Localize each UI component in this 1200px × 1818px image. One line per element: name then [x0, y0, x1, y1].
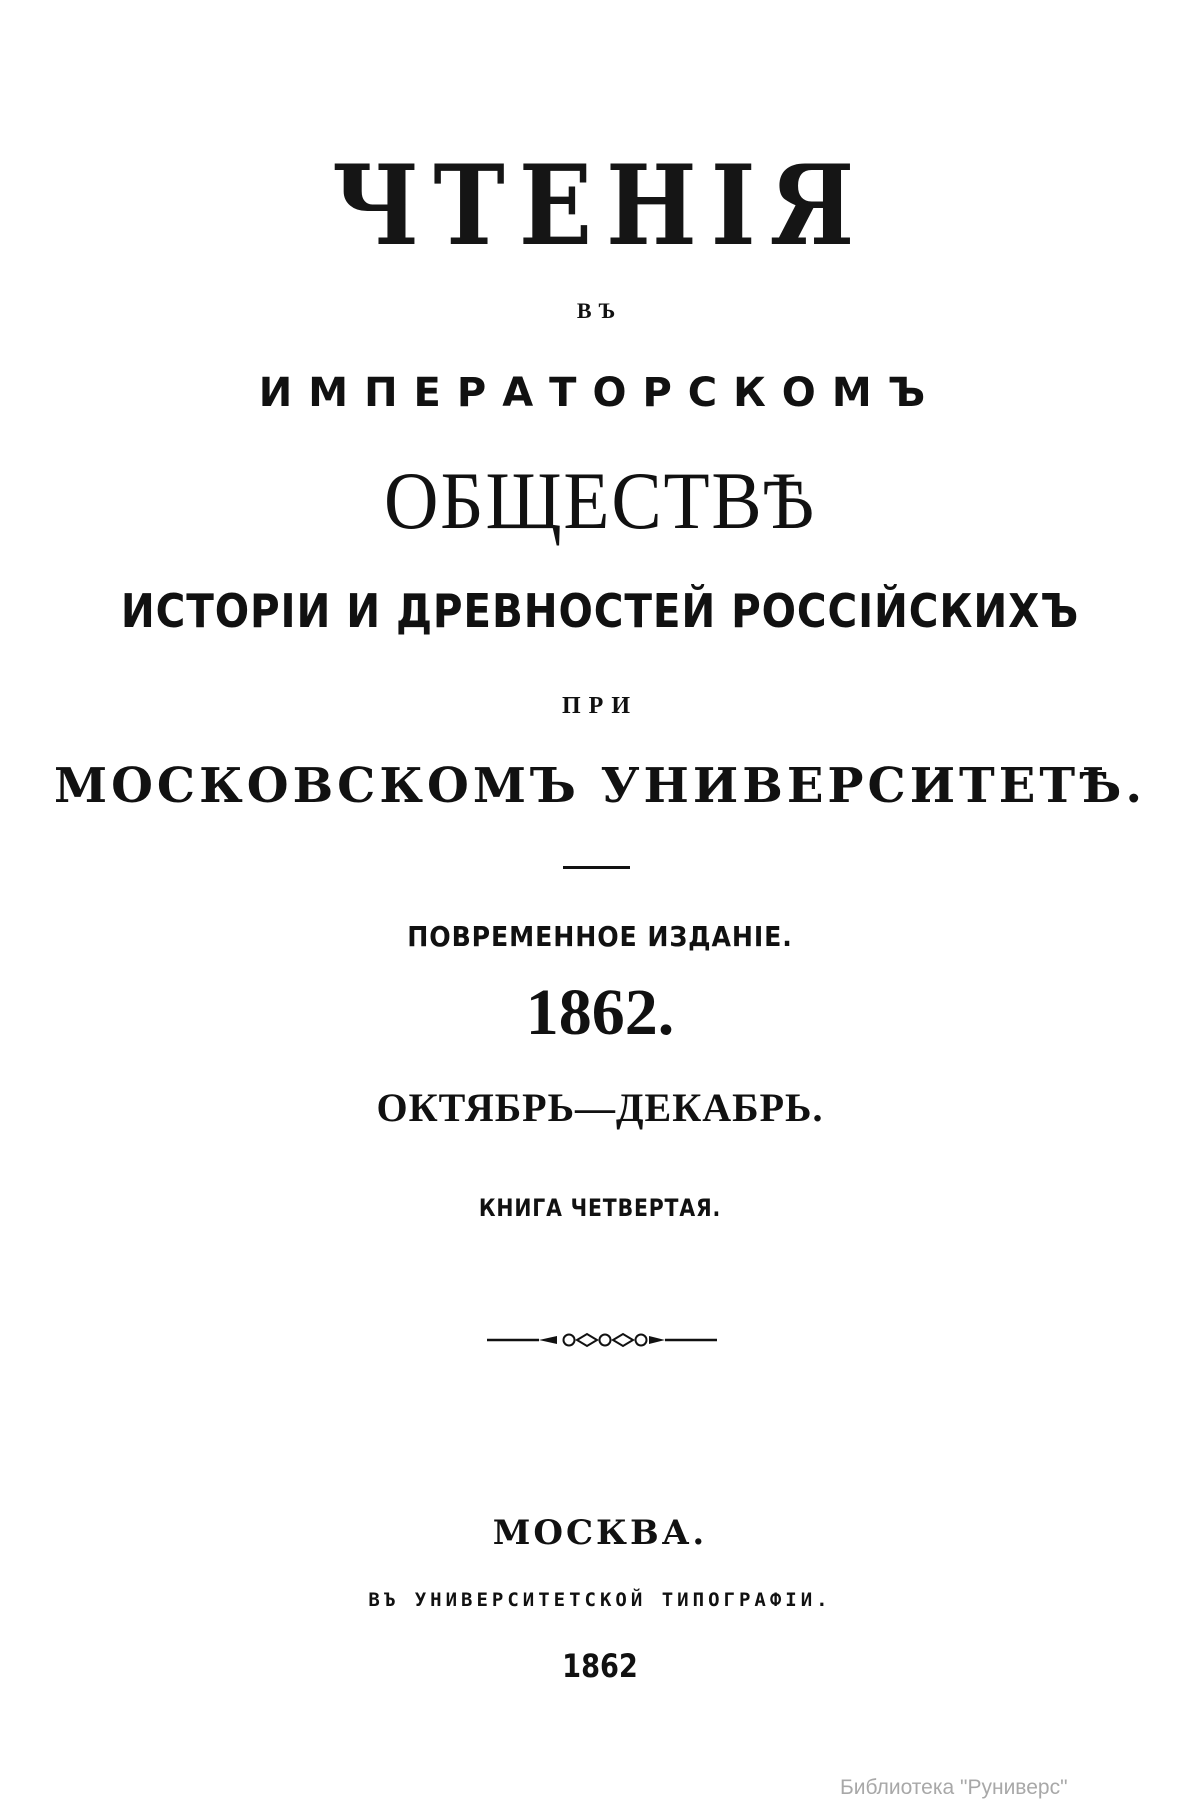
main-title: ЧТЕНІЯ	[331, 140, 869, 271]
book-number: КНИГА ЧЕТВЕРТАЯ.	[478, 1194, 722, 1222]
imprint-city: МОСКВА.	[492, 1513, 708, 1553]
university-line: МОСКОВСКОМЪ УНИВЕРСИТЕТѢ.	[53, 758, 1147, 814]
preposition-v: ВЪ	[576, 298, 624, 323]
history-line: ИСТОРІИ И ДРЕВНОСТЕЙ РОССІЙСКИХЪ	[120, 584, 1080, 638]
months-range: ОКТЯБРЬ—ДЕКАБРЬ.	[376, 1085, 824, 1130]
ornament-divider	[487, 1330, 717, 1350]
imperial-line: ИМПЕРАТОРСКОМЪ	[258, 370, 942, 416]
library-watermark: Библиотека "Руниверс"	[840, 1776, 1068, 1799]
preposition-pri: ПРИ	[562, 693, 638, 719]
short-rule-divider	[563, 866, 630, 869]
imprint-press: ВЪ УНИВЕРСИТЕТСКОЙ ТИПОГРАФІИ.	[368, 1589, 832, 1611]
periodical-line: ПОВРЕМЕННОЕ ИЗДАНІЕ.	[407, 920, 793, 953]
issue-year: 1862.	[525, 976, 675, 1049]
society-line: ОБЩЕСТВѢ	[383, 455, 817, 546]
imprint-year: 1862	[562, 1647, 638, 1685]
